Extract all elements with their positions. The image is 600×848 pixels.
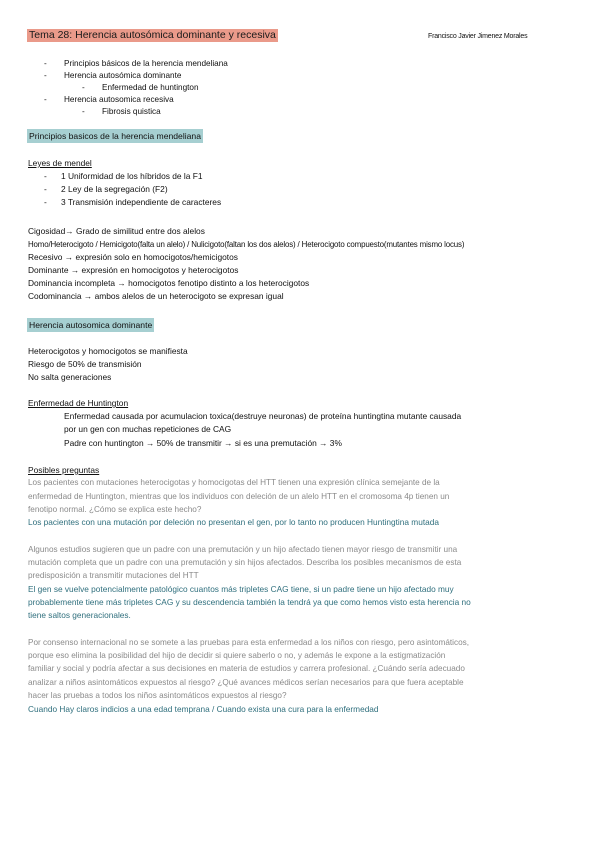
answer-1-line: Los pacientes con una mutación por deleción no presentan el gen, por lo tanto no producen Huntingtina mutada xyxy=(28,517,439,527)
toc-subitem: - Enfermedad de huntington xyxy=(82,83,199,92)
definition-line: Cigosidad→ Grado de similitud entre dos alelos xyxy=(28,226,205,236)
dominante-line: Riesgo de 50% de transmisión xyxy=(28,359,142,369)
definition-line: Dominante → expresión en homocigotos y heterocigotos xyxy=(28,265,239,275)
definition-line: Homo/Heterocigoto / Hemicigoto(falta un alelo) / Nulicigoto(faltan los dos alelos) / Heterocigoto compuesto(mutantes mismo locus) xyxy=(28,240,465,249)
definition-line: Dominancia incompleta → homocigotos fenotipo distinto a los heterocigotos xyxy=(28,278,310,288)
question-3-line: familiar y social y podría afectar a sus decisiones en materia de estudios y carrera profesional. ¿Cuándo sería adecuado xyxy=(28,664,465,673)
huntington-line: Padre con huntington → 50% de transmitir → si es una premutación → 3% xyxy=(64,438,342,448)
answer-3-line: Cuando Hay claros indicios a una edad temprana / Cuando exista una cura para la enfermedad xyxy=(28,704,379,714)
question-3-line: porque eso elimina la posibilidad del hijo de decidir si quiere saberlo o no, y además le expone a la estigmatización xyxy=(28,651,446,660)
answer-2-line: tiene saltos generacionales. xyxy=(28,610,131,620)
ley-item: - 2 Ley de la segregación (F2) xyxy=(44,184,168,194)
section-heading-dominante: Herencia autosomica dominante xyxy=(29,320,153,330)
question-2-line: mutación completa que un padre con una premutación y sin hijos afectados. Describa los posibles mecanismos de esta xyxy=(28,558,462,567)
huntington-line: Enfermedad causada por acumulacion toxica(destruye neuronas) de proteína huntingtina mutante causada xyxy=(64,411,462,421)
question-2-line: Algunos estudios sugieren que un padre con una premutación y un hijo afectado tienen mayor riesgo de transmitir una xyxy=(28,545,458,554)
definition-line: Codominancia → ambos alelos de un heterocigoto se expresan igual xyxy=(28,291,284,301)
ley-item: - 1 Uniformidad de los híbridos de la F1 xyxy=(44,171,203,181)
toc-item: - Herencia autosomica recesiva xyxy=(44,95,174,104)
toc-item: - Principios básicos de la herencia mendeliana xyxy=(44,59,228,68)
question-1-line: Los pacientes con mutaciones heterocigotas y homocigotas del HTT tienen una expresión clínica semejante de la xyxy=(28,478,440,487)
question-1-line: enfermedad de Huntington, mientras que los individuos con deleción de un alelo HTT en el cromosoma 4p tienen un xyxy=(28,492,450,501)
question-3-line: analizar a niños asintomáticos expuestos al riesgo? ¿Qué avances médicos serían necesarios para que fuera aceptable xyxy=(28,678,464,687)
question-1-line: fenotipo normal. ¿Cómo se explica este hecho? xyxy=(28,505,202,514)
answer-2-line: probablemente tiene más tripletes CAG y su descendencia también la tendrá ya que como hemos visto esta herencia no xyxy=(28,597,471,607)
ley-item: - 3 Transmisión independiente de caracteres xyxy=(44,197,222,207)
dominante-line: No salta generaciones xyxy=(28,372,112,382)
dominante-line: Heterocigotos y homocigotos se manifiesta xyxy=(28,346,188,356)
huntington-line: por un gen con muchas repeticiones de CAG xyxy=(64,424,232,434)
answer-2-line: El gen se vuelve potencialmente patológico cuantos más tripletes CAG tiene, si un padre tiene un hijo afectado muy xyxy=(28,584,454,594)
toc-item: - Herencia autosómica dominante xyxy=(44,71,182,80)
questions-title: Posibles preguntas xyxy=(28,465,100,475)
document-title: Tema 28: Herencia autosómica dominante y recesiva xyxy=(29,29,276,41)
huntington-title: Enfermedad de Huntington xyxy=(28,398,129,408)
leyes-title: Leyes de mendel xyxy=(28,158,92,168)
definition-line: Recesivo → expresión solo en homocigotos/hemicigotos xyxy=(28,252,238,262)
author-name: Francisco Javier Jimenez Morales xyxy=(428,33,528,40)
question-3-line: Por consenso internacional no se somete a las pruebas para esta enfermedad a los niños con riesgo, pero asintomáticos, xyxy=(28,638,470,647)
question-2-line: predisposición a transmitir mutaciones del HTT xyxy=(28,571,199,580)
question-3-line: hacer las pruebas a todos los niños asintomáticos expuestos al riesgo? xyxy=(28,691,287,700)
toc-subitem: - Fibrosis quistica xyxy=(82,107,161,116)
section-heading-mendel: Principios basicos de la herencia mendeliana xyxy=(29,131,201,141)
